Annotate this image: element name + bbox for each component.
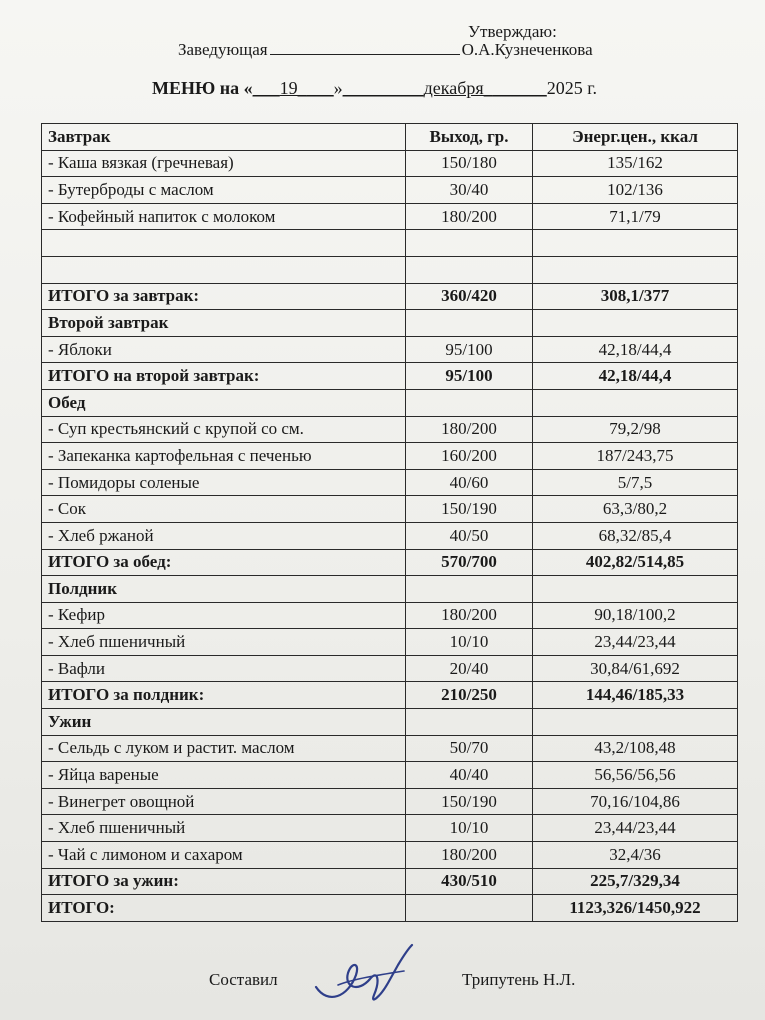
dish-name-cell: Обед	[42, 389, 406, 416]
output-cell: 160/200	[406, 443, 533, 470]
dish-name-cell: - Винегрет овощной	[42, 788, 406, 815]
output-cell: 50/70	[406, 735, 533, 762]
energy-cell: 23,44/23,44	[533, 815, 738, 842]
energy-cell: 70,16/104,86	[533, 788, 738, 815]
energy-cell: 402,82/514,85	[533, 549, 738, 576]
dish-name-cell: Полдник	[42, 576, 406, 603]
output-cell: 180/200	[406, 602, 533, 629]
table-header-row	[42, 124, 738, 151]
table-row	[42, 655, 738, 682]
output-cell: 570/700	[406, 549, 533, 576]
section-row	[42, 709, 738, 736]
total-row	[42, 868, 738, 895]
menu-month: _________декабря_______	[342, 78, 547, 98]
output-cell: 210/250	[406, 682, 533, 709]
energy-cell: 187/243,75	[533, 443, 738, 470]
dish-name-cell: - Кефир	[42, 602, 406, 629]
table-row	[42, 416, 738, 443]
output-cell: 30/40	[406, 177, 533, 204]
energy-cell	[533, 256, 738, 283]
section-row	[42, 389, 738, 416]
table-row	[42, 443, 738, 470]
energy-cell: 90,18/100,2	[533, 602, 738, 629]
output-cell: 10/10	[406, 629, 533, 656]
energy-cell: 5/7,5	[533, 469, 738, 496]
manager-label: Заведующая	[178, 40, 268, 59]
output-cell: 40/50	[406, 522, 533, 549]
output-cell: 40/40	[406, 762, 533, 789]
energy-cell: 135/162	[533, 150, 738, 177]
output-cell: 180/200	[406, 842, 533, 869]
energy-cell: 42,18/44,4	[533, 363, 738, 390]
output-cell: 180/200	[406, 416, 533, 443]
output-cell: 360/420	[406, 283, 533, 310]
table-row	[42, 602, 738, 629]
total-row	[42, 283, 738, 310]
table-row	[42, 522, 738, 549]
menu-table	[41, 123, 738, 922]
table-row	[42, 788, 738, 815]
output-cell	[406, 256, 533, 283]
energy-cell: 308,1/377	[533, 283, 738, 310]
energy-cell: 225,7/329,34	[533, 868, 738, 895]
total-row	[42, 682, 738, 709]
energy-cell	[533, 389, 738, 416]
table-row	[42, 815, 738, 842]
dish-name-cell: - Яйца вареные	[42, 762, 406, 789]
table-row	[42, 842, 738, 869]
header-meal: Завтрак	[42, 124, 406, 151]
menu-label: МЕНЮ на «	[152, 78, 253, 98]
total-row	[42, 363, 738, 390]
dish-name-cell: - Кофейный напиток с молоком	[42, 203, 406, 230]
dish-name-cell: Ужин	[42, 709, 406, 736]
dish-name-cell: - Хлеб пшеничный	[42, 815, 406, 842]
dish-name-cell: - Сельдь с луком и растит. маслом	[42, 735, 406, 762]
output-cell: 95/100	[406, 336, 533, 363]
energy-cell: 56,56/56,56	[533, 762, 738, 789]
energy-cell	[533, 310, 738, 337]
energy-cell	[533, 230, 738, 257]
energy-cell: 68,32/85,4	[533, 522, 738, 549]
manager-line	[178, 40, 593, 60]
dish-name-cell: - Запеканка картофельная с печенью	[42, 443, 406, 470]
compiler-name: Трипутень Н.Л.	[462, 970, 576, 989]
dish-name-cell: ИТОГО на второй завтрак:	[42, 363, 406, 390]
dish-name-cell: - Хлеб пшеничный	[42, 629, 406, 656]
dish-name-cell: - Вафли	[42, 655, 406, 682]
dish-name-cell: - Хлеб ржаной	[42, 522, 406, 549]
energy-cell: 23,44/23,44	[533, 629, 738, 656]
section-row	[42, 310, 738, 337]
energy-cell: 1123,326/1450,922	[533, 895, 738, 922]
dish-name-cell: - Помидоры соленые	[42, 469, 406, 496]
output-cell: 180/200	[406, 203, 533, 230]
output-cell: 20/40	[406, 655, 533, 682]
table-row	[42, 150, 738, 177]
dish-name-cell: Второй завтрак	[42, 310, 406, 337]
output-cell: 430/510	[406, 868, 533, 895]
dish-name-cell	[42, 256, 406, 283]
table-row	[42, 256, 738, 283]
energy-cell: 71,1/79	[533, 203, 738, 230]
header-energy: Энерг.цен., ккал	[533, 124, 738, 151]
dish-name-cell: - Бутерброды с маслом	[42, 177, 406, 204]
dish-name-cell: - Каша вязкая (гречневая)	[42, 150, 406, 177]
energy-cell	[533, 709, 738, 736]
approval-label: Утверждаю:	[468, 22, 557, 41]
menu-day: ___19____	[252, 78, 334, 98]
output-cell: 95/100	[406, 363, 533, 390]
energy-cell: 32,4/36	[533, 842, 738, 869]
menu-year: 2025 г.	[546, 78, 598, 98]
manager-name: О.А.Кузнеченкова	[461, 40, 593, 59]
handwritten-signature	[308, 935, 418, 1015]
dish-name-cell: ИТОГО за полдник:	[42, 682, 406, 709]
output-cell	[406, 576, 533, 603]
dish-name-cell: ИТОГО за завтрак:	[42, 283, 406, 310]
output-cell	[406, 709, 533, 736]
energy-cell	[533, 576, 738, 603]
section-row	[42, 576, 738, 603]
output-cell: 10/10	[406, 815, 533, 842]
energy-cell: 30,84/61,692	[533, 655, 738, 682]
table-row	[42, 230, 738, 257]
energy-cell: 42,18/44,4	[533, 336, 738, 363]
energy-cell: 63,3/80,2	[533, 496, 738, 523]
total-row	[42, 895, 738, 922]
dish-name-cell: ИТОГО за обед:	[42, 549, 406, 576]
output-cell	[406, 389, 533, 416]
table-row	[42, 336, 738, 363]
output-cell	[406, 895, 533, 922]
dish-name-cell	[42, 230, 406, 257]
energy-cell: 144,46/185,33	[533, 682, 738, 709]
total-row	[42, 549, 738, 576]
table-row	[42, 203, 738, 230]
table-row	[42, 629, 738, 656]
energy-cell: 43,2/108,48	[533, 735, 738, 762]
energy-cell: 79,2/98	[533, 416, 738, 443]
table-row	[42, 177, 738, 204]
output-cell: 150/190	[406, 496, 533, 523]
output-cell: 150/190	[406, 788, 533, 815]
output-cell: 40/60	[406, 469, 533, 496]
output-cell	[406, 310, 533, 337]
dish-name-cell: ИТОГО за ужин:	[42, 868, 406, 895]
dish-name-cell: - Яблоки	[42, 336, 406, 363]
header-output: Выход, гр.	[406, 124, 533, 151]
table-row	[42, 496, 738, 523]
table-row	[42, 735, 738, 762]
dish-name-cell: - Чай с лимоном и сахаром	[42, 842, 406, 869]
table-row	[42, 762, 738, 789]
menu-close-quote: »	[333, 78, 343, 98]
dish-name-cell: ИТОГО:	[42, 895, 406, 922]
output-cell	[406, 230, 533, 257]
menu-title	[152, 78, 597, 99]
output-cell: 150/180	[406, 150, 533, 177]
signature-blank-line	[270, 40, 460, 55]
table-row	[42, 469, 738, 496]
dish-name-cell: - Суп крестьянский с крупой со см.	[42, 416, 406, 443]
compiled-label: Составил	[209, 970, 278, 989]
dish-name-cell: - Сок	[42, 496, 406, 523]
energy-cell: 102/136	[533, 177, 738, 204]
